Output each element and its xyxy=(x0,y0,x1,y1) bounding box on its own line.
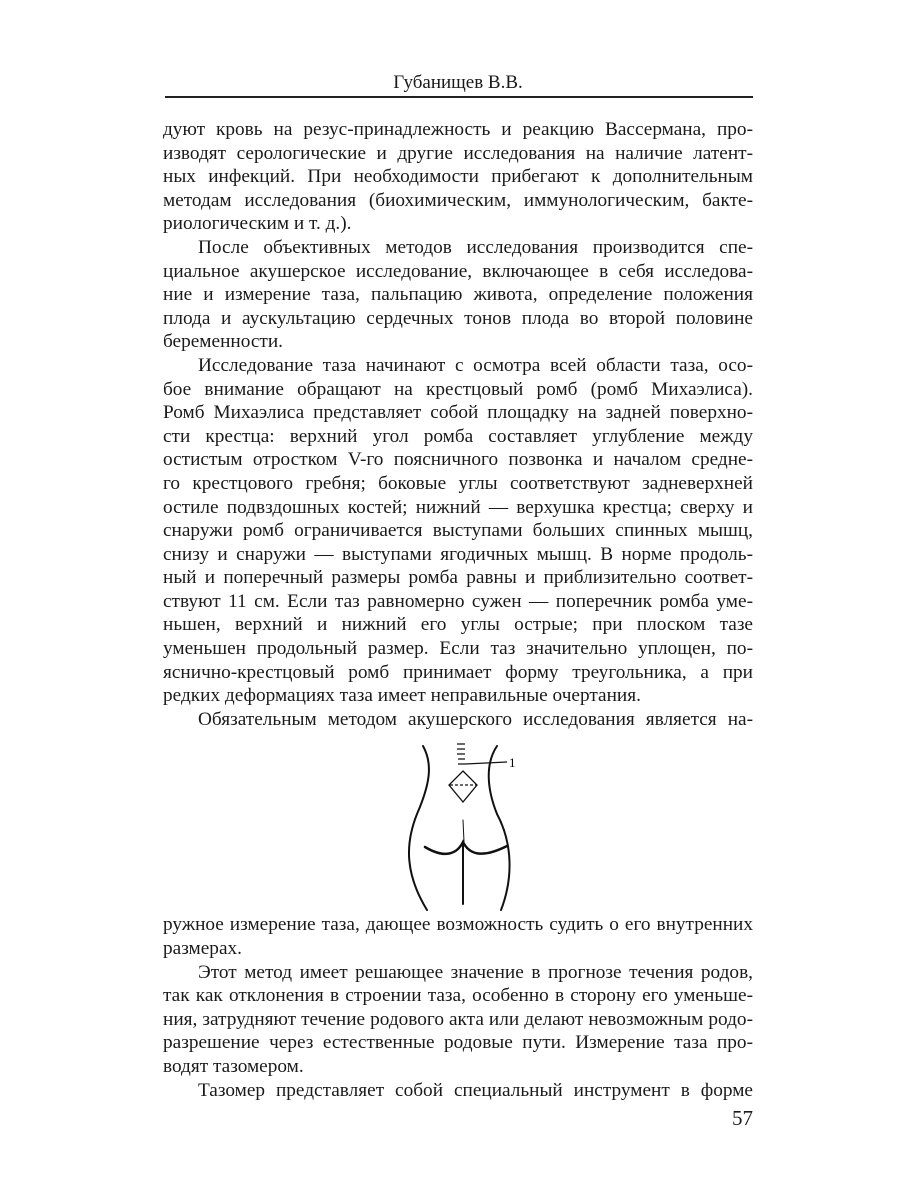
text-line: После объективных методов исследования производится спе- xyxy=(198,236,753,258)
spine-vertebrae xyxy=(457,744,465,764)
text-line: риологическим и т. д.). xyxy=(163,213,352,235)
text-line: ружное измерение таза, дающее возможность судить о его внутренних xyxy=(163,914,753,936)
paragraph xyxy=(163,913,753,960)
paragraph xyxy=(163,1079,753,1103)
text-line: ние и измерение таза, пальпацию живота, определение положения xyxy=(163,284,753,306)
text-line: плода и аускультацию сердечных тонов плода во второй половине xyxy=(163,307,753,329)
text-line: ствуют 11 см. Если таз равномерно сужен — поперечник ромба уме- xyxy=(163,590,753,612)
header-rule xyxy=(165,96,753,98)
text-line: Тазомер представляет собой специальный инструмент в форме xyxy=(198,1079,753,1101)
text-line: остиле подвздошных костей; нижний — верхушка крестца; сверху и xyxy=(163,496,753,518)
figure-label: 1 xyxy=(509,755,516,770)
text-line: водят тазомером. xyxy=(163,1056,304,1077)
text-line: остистым отростком V-го поясничного позвонка и началом средне- xyxy=(163,449,753,471)
paragraph xyxy=(163,708,753,732)
text-line: разрешение через естественные родовые пути. Измерение таза про- xyxy=(163,1032,753,1054)
text-line: редких деформациях таза имеет неправильные очертания. xyxy=(163,685,641,707)
text-line: ных инфекций. При необходимости прибегают к дополнительным xyxy=(163,166,753,188)
text-line: циальное акушерское исследование, включающее в себя исследова- xyxy=(163,260,753,282)
text-line: дуют кровь на резус-принадлежность и реакцию Вассермана, про- xyxy=(163,119,753,140)
paragraph xyxy=(163,354,753,708)
text-line: ния, затрудняют течение родового акта или делают невозможным родо- xyxy=(163,1008,753,1030)
text-line: размерах. xyxy=(163,938,242,960)
left-body-contour xyxy=(409,746,429,910)
paragraph xyxy=(163,236,753,354)
text-line: снаружи ромб ограничивается выступами больших спинных мышц, xyxy=(163,520,753,542)
paragraph xyxy=(163,961,753,1079)
running-header: Губанищев В.В. xyxy=(393,72,523,93)
text-line: снизу и снаружи — выступами ягодичных мышц. В норме продоль- xyxy=(163,543,753,565)
text-line: Обязательным методом акушерского исследования является на- xyxy=(198,708,753,730)
text-line: уменьшен продольный размер. Если таз значительно уплощен, по- xyxy=(163,638,753,660)
paragraph xyxy=(163,118,753,236)
text-body xyxy=(163,118,753,1102)
text-line: го крестцового гребня; боковые углы соответствуют задневерхней xyxy=(163,472,753,494)
text-line: бое внимание обращают на крестцовый ромб (ромб Михаэлиса). xyxy=(163,378,753,400)
text-line: сти крестца: верхний угол ромба составляет углубление между xyxy=(163,425,753,447)
label-leader-line xyxy=(465,762,507,764)
text-line: методам исследования (биохимическим, иммунологическим, бакте- xyxy=(163,189,753,211)
michaelis-rhombus xyxy=(449,771,477,802)
text-line: Этот метод имеет решающее значение в прогнозе течения родов, xyxy=(198,961,753,983)
right-body-contour xyxy=(489,746,510,910)
text-line: Ромб Михаэлиса представляет собой площадку на задней поверхно- xyxy=(163,402,753,424)
text-line: изводят серологические и другие исследования на наличие латент- xyxy=(163,142,753,164)
text-line: яснично-крестцовый ромб принимает форму треугольника, а при xyxy=(163,661,753,683)
gluteal-fold xyxy=(425,842,507,854)
text-line: Исследование таза начинают с осмотра всей области таза, осо- xyxy=(198,354,753,376)
text-line: так как отклонения в строении таза, особенно в сторону его уменьше- xyxy=(163,985,753,1007)
text-line: беременности. xyxy=(163,331,283,353)
text-line: ный и поперечный размеры ромба равны и приблизительно соответ- xyxy=(163,567,753,589)
text-line: ньшен, верхний и нижний его углы острые; при плоском тазе xyxy=(163,614,753,636)
page-number: 57 xyxy=(732,1106,753,1130)
michaelis-rhombus-figure xyxy=(385,734,525,914)
